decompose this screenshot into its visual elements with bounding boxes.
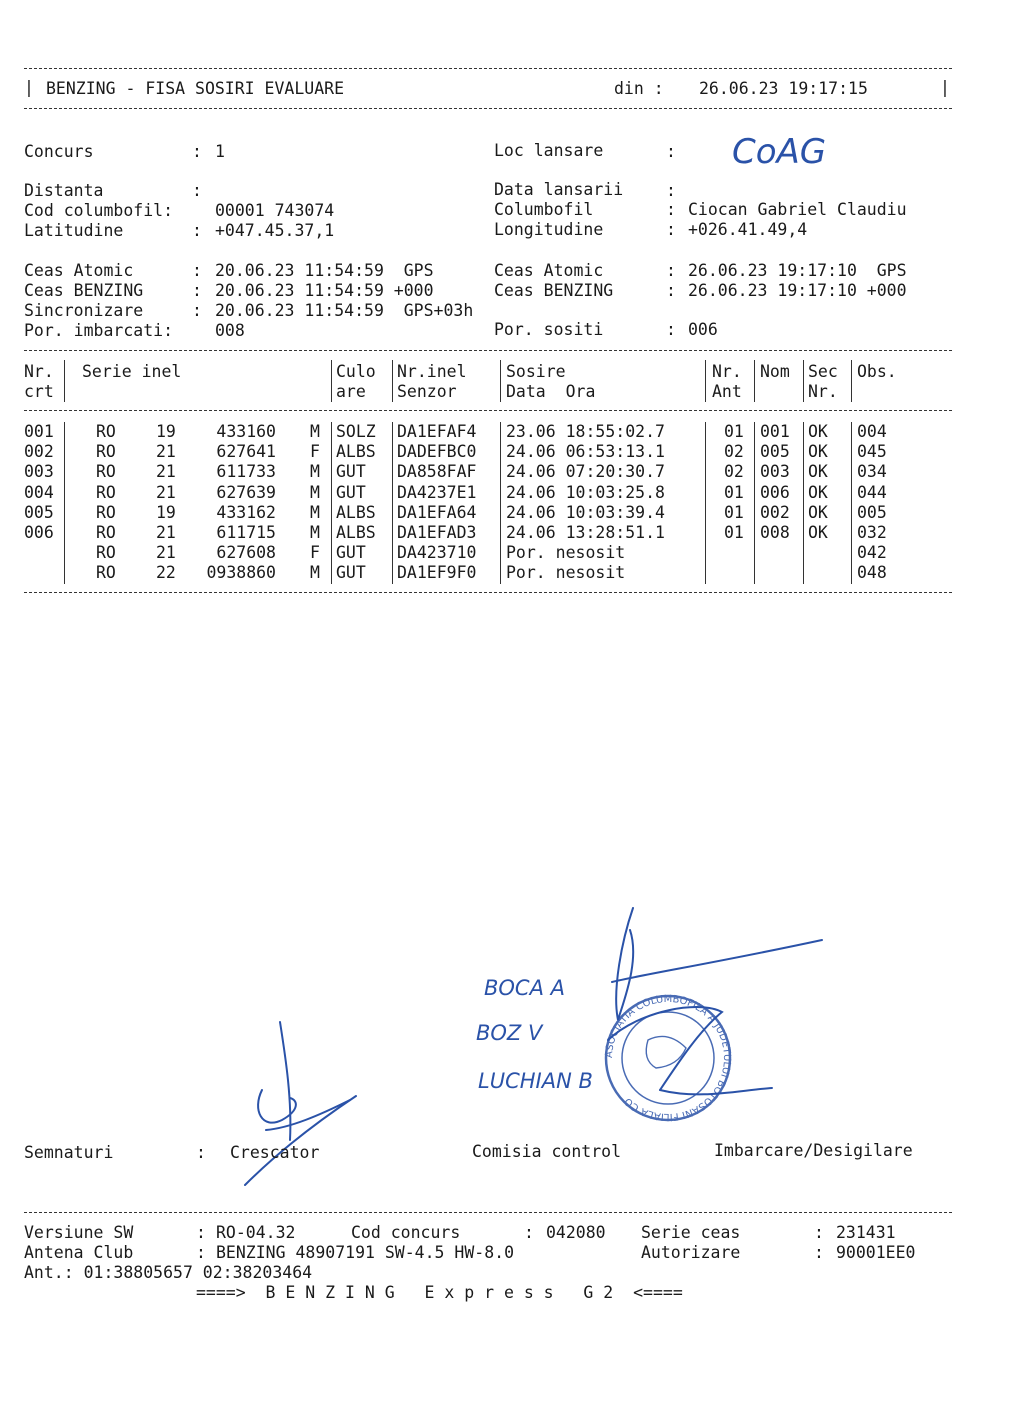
- cell-an: 21: [156, 462, 176, 482]
- cell-inel: 627639: [216, 482, 276, 502]
- cell-tara: RO: [96, 563, 116, 583]
- cell-sec: OK: [808, 523, 828, 542]
- stamp-text: ASOCIATIA COLUMBOFILA A JUDETULUI BOTOSANI FILIALA CO: [603, 993, 733, 1123]
- cell-tara: RO: [96, 482, 116, 502]
- col-ant-header: Ant: [712, 382, 742, 401]
- autorizare-label: Autorizare: [641, 1243, 741, 1262]
- cell-sosire: Por. nesosit: [506, 543, 626, 563]
- ceas-benzing-end: 26.06.23 19:17:10 +000: [688, 281, 907, 300]
- columbofil-label: Columbofil: [494, 200, 594, 219]
- imbarcare-label: Imbarcare/Desigilare: [714, 1141, 913, 1160]
- ceas-atomic-label-right: Ceas Atomic: [494, 261, 604, 280]
- por-sositi-label: Por. sositi: [494, 320, 604, 339]
- cell-an: 21: [156, 523, 176, 542]
- col-serie-header: Serie inel: [82, 362, 182, 381]
- cell-an: 21: [156, 442, 176, 462]
- versiune-label: Versiune SW: [24, 1223, 134, 1242]
- cell-obs: 042: [857, 543, 887, 563]
- benzing-report-page: | BENZING - FISA SOSIRI EVALUARE din : 26.06.23 19:17:15 | Concurs : 1 Loc lansare : CoAG Distanta : Data lansarii : Cod columbofil: 00001 743074 Columbofil : Ciocan Gabriel Claudiu Latitudine : +047.45.37,1 Longitudine : +026.41.49,4 Ceas Atomic : 20.06.23 11:54:59 GPS Ceas Atomic : 26.06.23 19:17:10 GPS Ceas BENZING : 20.06.23 11:54:59 +000 Ceas BENZING : 26.06.23 19:17:10 +000 Sincronizare : 20.06.23 11:54:59 GPS+03h Por. imbarcati: 008 Por. sositi : 006 Nr. crt Serie inel Culo are Nr.inel Senzor Sosire Data Ora Nr. Ant Nom Sec Nr. Obs. 001 RO 19 433160 M SOLZ DA1EFAF4 23.06 18:55:02.7 01 001 OK 004 002 RO 21 627641 F ALBS DADEFBC0 24.06 06:53:13.1 02 005 OK 045 003 RO 21 611733 M GUT DA858FAF 24.06 07:20:30.7 02 003 OK 034 004 RO 21 627639 M GUT DA4237E1 24.06 10:03:25.8 01 006 OK 044 005 RO 19 433162 M ALBS DA1EFA64 24.06 10:03:39.4 01 002 OK 005 006 RO 21 611715 M ALBS DA1EFAD3 24.06 13:28:51.1 01 008 OK 032 RO 21 627608 F GUT DA423710 Por. nesosit 042 RO 22 0938860 M GUT DA1EF9F0 Por. nesosit 048 BOCA A BOZ V LUCHIAN B ASOCIATIA COLUMBOFILA A JUDETULUI BOTOSANI FILIALA CO Semnaturi : Crescator Comisia control Imbarcare/Desigilare Versiune SW : RO-04.32 Cod concurs : 042080 Serie ceas : 231431 Antena Club : BENZING 48907191 SW-4.5 HW-8.0 Autorizare : 90001EE0 Ant.: 01:38805657 02:38203464 ====> B E N Z I N G E x p r e s s G 2 <====: [0, 0, 1024, 1408]
- cell-sec: OK: [808, 482, 828, 502]
- cell-nom: 002: [760, 502, 790, 522]
- crescator-label: Crescator: [230, 1143, 320, 1162]
- cell-tara: RO: [96, 523, 116, 542]
- ceas-atomic-label: Ceas Atomic: [24, 261, 134, 280]
- cell-sosire: 24.06 13:28:51.1: [506, 523, 665, 542]
- cell-nom: 008: [760, 523, 790, 542]
- antena-club-label: Antena Club: [24, 1243, 134, 1262]
- cell-sosire: 23.06 18:55:02.7: [506, 422, 665, 441]
- cell-cul: ALBS: [336, 442, 376, 462]
- col-data-ora-header: Data Ora: [506, 382, 596, 401]
- cell-ant: 02: [724, 462, 744, 482]
- concurs-value: 1: [215, 142, 225, 161]
- cell-senzor: DA1EF9F0: [397, 563, 477, 583]
- cell-an: 19: [156, 422, 176, 441]
- sincronizare-label: Sincronizare: [24, 301, 144, 320]
- cell-obs: 004: [857, 422, 887, 441]
- data-lansarii-label: Data lansarii: [494, 180, 624, 199]
- cell-nr: 006: [24, 523, 54, 542]
- cell-sex: M: [310, 563, 320, 583]
- cell-sec: OK: [808, 462, 828, 482]
- cell-sec: OK: [808, 442, 828, 462]
- cell-cul: ALBS: [336, 523, 376, 542]
- cell-inel: 0938860: [206, 563, 276, 583]
- cell-nr: 004: [24, 482, 54, 502]
- report-title: BENZING - FISA SOSIRI EVALUARE: [46, 79, 345, 98]
- cell-obs: 032: [857, 523, 887, 542]
- col-nr-ant-header: Nr.: [712, 362, 742, 381]
- cell-sex: F: [310, 543, 320, 563]
- header-right-bar: |: [940, 78, 950, 97]
- cell-senzor: DA1EFAF4: [397, 422, 477, 441]
- latitudine-value: +047.45.37,1: [215, 221, 335, 240]
- cell-sosire: 24.06 10:03:25.8: [506, 482, 665, 502]
- longitudine-value: +026.41.49,4: [688, 220, 808, 239]
- svg-text:ASOCIATIA COLUMBOFILA A JUDETU: [604, 994, 732, 1122]
- concurs-label: Concurs: [24, 142, 94, 161]
- autorizare-value: 90001EE0: [836, 1243, 916, 1262]
- ceas-benzing-start: 20.06.23 11:54:59 +000: [215, 281, 434, 300]
- benzing-banner: ====> B E N Z I N G E x p r e s s G 2 <====: [196, 1283, 683, 1302]
- cell-an: 19: [156, 502, 176, 522]
- cell-tara: RO: [96, 442, 116, 462]
- por-imbarcati-value: 008: [215, 321, 245, 340]
- cell-inel: 611715: [216, 523, 276, 542]
- semnaturi-label: Semnaturi: [24, 1143, 114, 1162]
- por-imbarcati-label: Por. imbarcati:: [24, 321, 174, 340]
- cell-inel: 433162: [216, 502, 276, 522]
- cell-senzor: DA858FAF: [397, 462, 477, 482]
- loc-lansare-handwritten: CoAG: [732, 132, 827, 172]
- cell-nr: 005: [24, 502, 54, 522]
- commission-name-3: LUCHIAN B: [478, 1069, 593, 1093]
- cell-inel: 627641: [216, 442, 276, 462]
- cell-ant: 01: [724, 482, 744, 502]
- cell-nr: 003: [24, 462, 54, 482]
- serie-ceas-value: 231431: [836, 1223, 896, 1242]
- cell-ant: 02: [724, 442, 744, 462]
- cell-senzor: DA4237E1: [397, 482, 477, 502]
- col-inel-header: Nr.inel: [397, 362, 467, 381]
- cell-sex: M: [310, 502, 320, 522]
- distanta-label: Distanta: [24, 181, 104, 200]
- cell-cul: SOLZ: [336, 422, 376, 441]
- cell-cul: ALBS: [336, 502, 376, 522]
- cell-senzor: DA1EFA64: [397, 502, 477, 522]
- cell-sosire: 24.06 06:53:13.1: [506, 442, 665, 462]
- cell-obs: 005: [857, 502, 887, 522]
- cell-inel: 611733: [216, 462, 276, 482]
- commission-name-1: BOCA A: [484, 976, 566, 1000]
- cell-obs: 045: [857, 442, 887, 462]
- cell-senzor: DADEFBC0: [397, 442, 477, 462]
- cell-nom: 006: [760, 482, 790, 502]
- report-date: 26.06.23 19:17:15: [699, 79, 868, 98]
- cell-sec: OK: [808, 502, 828, 522]
- col-culoare-header: Culo: [336, 362, 376, 381]
- col-sec-nr-header: Nr.: [808, 382, 838, 401]
- cell-tara: RO: [96, 422, 116, 441]
- cell-sosire: 24.06 07:20:30.7: [506, 462, 665, 482]
- latitudine-label: Latitudine: [24, 221, 124, 240]
- cell-cul: GUT: [336, 563, 366, 583]
- comisia-control-label: Comisia control: [472, 1142, 622, 1161]
- footer-rule: [24, 1212, 952, 1213]
- cell-tara: RO: [96, 543, 116, 563]
- date-label: din :: [614, 79, 664, 98]
- cell-sosire: Por. nesosit: [506, 563, 626, 583]
- cell-inel: 627608: [216, 543, 276, 563]
- cell-tara: RO: [96, 502, 116, 522]
- cell-obs: 034: [857, 462, 887, 482]
- col-sosire-header: Sosire: [506, 362, 566, 381]
- loc-lansare-label: Loc lansare: [494, 141, 604, 160]
- col-crt-header: crt: [24, 382, 54, 401]
- ceas-benzing-label: Ceas BENZING: [24, 281, 144, 300]
- cell-tara: RO: [96, 462, 116, 482]
- cell-obs: 044: [857, 482, 887, 502]
- sincronizare-value: 20.06.23 11:54:59 GPS+03h: [215, 301, 474, 320]
- cod-columbofil-label: Cod columbofil:: [24, 201, 174, 220]
- cell-inel: 433160: [216, 422, 276, 441]
- antenna-serials: Ant.: 01:38805657 02:38203464: [24, 1263, 313, 1282]
- antena-club-value: BENZING 48907191 SW-4.5 HW-8.0: [216, 1243, 515, 1262]
- serie-ceas-label: Serie ceas: [641, 1223, 741, 1242]
- ceas-benzing-label-right: Ceas BENZING: [494, 281, 614, 300]
- col-culoare-header-2: are: [336, 382, 366, 401]
- cod-columbofil-value: 00001 743074: [215, 201, 335, 220]
- cell-an: 21: [156, 543, 176, 563]
- columbofil-value: Ciocan Gabriel Claudiu: [688, 200, 907, 219]
- club-stamp: [604, 994, 732, 1122]
- cell-sosire: 24.06 10:03:39.4: [506, 502, 665, 522]
- cod-concurs-label: Cod concurs: [351, 1223, 461, 1242]
- versiune-value: RO-04.32: [216, 1223, 296, 1242]
- longitudine-label: Longitudine: [494, 220, 604, 239]
- commission-name-2: BOZ V: [476, 1021, 543, 1045]
- cell-nr: 001: [24, 422, 54, 441]
- ceas-atomic-end: 26.06.23 19:17:10 GPS: [688, 261, 907, 280]
- cell-an: 22: [156, 563, 176, 583]
- ceas-atomic-start: 20.06.23 11:54:59 GPS: [215, 261, 434, 280]
- cell-nom: 003: [760, 462, 790, 482]
- cell-senzor: DA423710: [397, 543, 477, 563]
- col-nr-header: Nr.: [24, 362, 54, 381]
- header-left-bar: |: [24, 78, 34, 97]
- cell-nr: 002: [24, 442, 54, 462]
- cell-ant: 01: [724, 502, 744, 522]
- cell-an: 21: [156, 482, 176, 502]
- cell-nom: 001: [760, 422, 790, 441]
- cell-sec: OK: [808, 422, 828, 441]
- cell-sex: F: [310, 442, 320, 462]
- por-sositi-value: 006: [688, 320, 718, 339]
- cell-nom: 005: [760, 442, 790, 462]
- col-obs-header: Obs.: [857, 362, 897, 381]
- cell-sex: M: [310, 482, 320, 502]
- cell-sex: M: [310, 422, 320, 441]
- cell-cul: GUT: [336, 482, 366, 502]
- cell-ant: 01: [724, 422, 744, 441]
- cell-sex: M: [310, 523, 320, 542]
- cell-cul: GUT: [336, 543, 366, 563]
- cell-sex: M: [310, 462, 320, 482]
- cell-senzor: DA1EFAD3: [397, 523, 477, 542]
- cod-concurs-value: 042080: [546, 1223, 606, 1242]
- col-sec-header: Sec: [808, 362, 838, 381]
- cell-ant: 01: [724, 523, 744, 542]
- cell-cul: GUT: [336, 462, 366, 482]
- col-senzor-header: Senzor: [397, 382, 457, 401]
- col-nom-header: Nom: [760, 362, 790, 381]
- cell-obs: 048: [857, 563, 887, 583]
